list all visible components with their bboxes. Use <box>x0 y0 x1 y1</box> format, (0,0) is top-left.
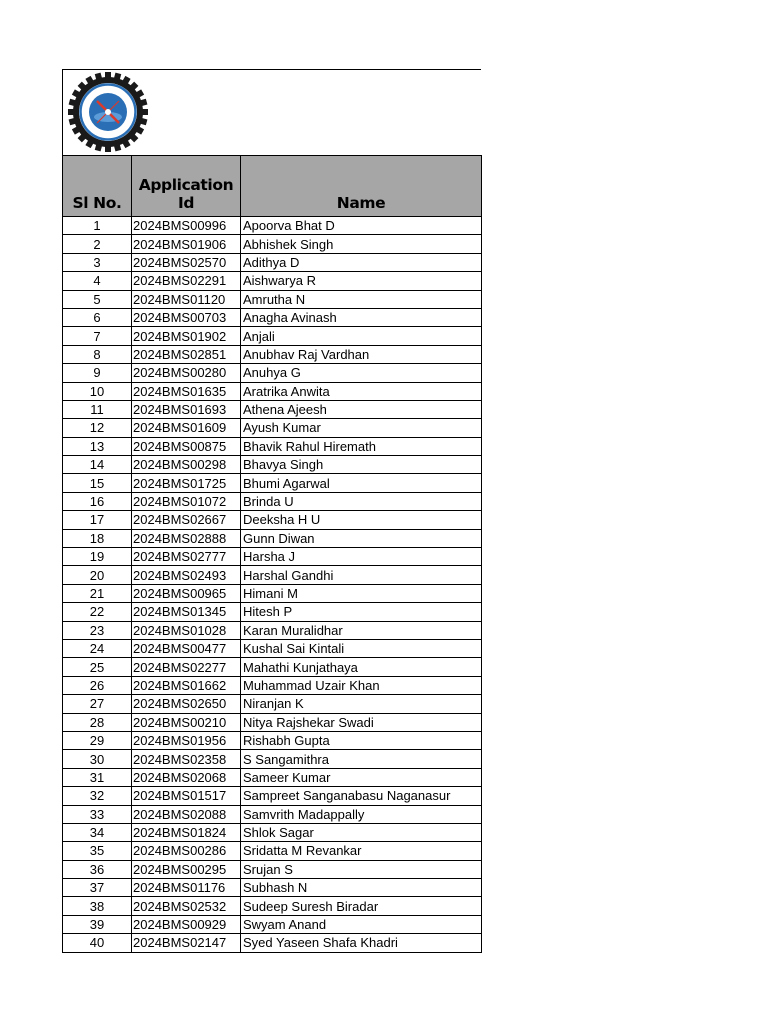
name-cell: Syed Yaseen Shafa Khadri <box>241 934 482 952</box>
sl-no-cell: 5 <box>63 290 132 308</box>
college-logo-icon <box>67 71 149 153</box>
sl-no-cell: 38 <box>63 897 132 915</box>
name-cell: Brinda U <box>241 492 482 510</box>
application-id-cell: 2024BMS01635 <box>132 382 241 400</box>
name-cell: Anagha Avinash <box>241 308 482 326</box>
table-row <box>63 253 482 271</box>
table-row <box>63 695 482 713</box>
sl-no-cell: 3 <box>63 253 132 271</box>
name-cell: Srujan S <box>241 860 482 878</box>
application-id-cell: 2024BMS01028 <box>132 621 241 639</box>
table-row <box>63 639 482 657</box>
table-row <box>63 474 482 492</box>
sl-no-cell: 39 <box>63 915 132 933</box>
sl-no-cell: 28 <box>63 713 132 731</box>
application-id-cell: 2024BMS02777 <box>132 548 241 566</box>
table-row <box>63 750 482 768</box>
name-cell: Nitya Rajshekar Swadi <box>241 713 482 731</box>
sl-no-cell: 19 <box>63 548 132 566</box>
table-row <box>63 566 482 584</box>
table-row <box>63 731 482 749</box>
application-id-cell: 2024BMS02147 <box>132 934 241 952</box>
sl-no-cell: 4 <box>63 272 132 290</box>
name-cell: Hitesh P <box>241 603 482 621</box>
table-row <box>63 437 482 455</box>
name-cell: Muhammad Uzair Khan <box>241 676 482 694</box>
application-id-cell: 2024BMS01662 <box>132 676 241 694</box>
table-row <box>63 529 482 547</box>
name-cell: Bhumi Agarwal <box>241 474 482 492</box>
application-id-cell: 2024BMS00210 <box>132 713 241 731</box>
sl-no-cell: 40 <box>63 934 132 952</box>
name-cell: Adithya D <box>241 253 482 271</box>
application-id-cell: 2024BMS01693 <box>132 400 241 418</box>
sl-no-cell: 17 <box>63 511 132 529</box>
table-row <box>63 456 482 474</box>
application-id-cell: 2024BMS02358 <box>132 750 241 768</box>
sl-no-cell: 22 <box>63 603 132 621</box>
application-id-cell: 2024BMS01906 <box>132 235 241 253</box>
application-id-cell: 2024BMS00875 <box>132 437 241 455</box>
name-cell: Mahathi Kunjathaya <box>241 658 482 676</box>
sl-no-cell: 30 <box>63 750 132 768</box>
student-table <box>62 155 482 953</box>
sl-no-cell: 21 <box>63 584 132 602</box>
table-row <box>63 511 482 529</box>
table-row <box>63 364 482 382</box>
name-cell: Shlok Sagar <box>241 823 482 841</box>
table-row <box>63 345 482 363</box>
sl-no-cell: 8 <box>63 345 132 363</box>
table-row <box>63 658 482 676</box>
table-row <box>63 842 482 860</box>
table-row <box>63 768 482 786</box>
name-cell: Ayush Kumar <box>241 419 482 437</box>
sl-no-cell: 33 <box>63 805 132 823</box>
sl-no-cell: 2 <box>63 235 132 253</box>
table-row <box>63 934 482 952</box>
name-cell: Sudeep Suresh Biradar <box>241 897 482 915</box>
sl-no-cell: 26 <box>63 676 132 694</box>
sl-no-cell: 10 <box>63 382 132 400</box>
header-row <box>63 156 482 217</box>
sl-no-cell: 14 <box>63 456 132 474</box>
application-id-cell: 2024BMS00929 <box>132 915 241 933</box>
name-cell: Bhavya Singh <box>241 456 482 474</box>
sl-no-cell: 24 <box>63 639 132 657</box>
name-cell: Sampreet Sanganabasu Naganasur <box>241 787 482 805</box>
sl-no-cell: 18 <box>63 529 132 547</box>
sl-no-cell: 7 <box>63 327 132 345</box>
name-cell: Harsha J <box>241 548 482 566</box>
application-id-cell: 2024BMS00295 <box>132 860 241 878</box>
sl-no-cell: 34 <box>63 823 132 841</box>
spreadsheet <box>62 69 481 953</box>
name-cell: Aratrika Anwita <box>241 382 482 400</box>
sl-no-cell: 12 <box>63 419 132 437</box>
table-row <box>63 584 482 602</box>
application-id-cell: 2024BMS00477 <box>132 639 241 657</box>
application-id-cell: 2024BMS02088 <box>132 805 241 823</box>
name-cell: Athena Ajeesh <box>241 400 482 418</box>
name-cell: Samvrith Madappally <box>241 805 482 823</box>
application-id-cell: 2024BMS01176 <box>132 879 241 897</box>
sl-no-header: Sl No. <box>63 156 132 217</box>
sl-no-cell: 9 <box>63 364 132 382</box>
name-cell: Anjali <box>241 327 482 345</box>
application-id-cell: 2024BMS02068 <box>132 768 241 786</box>
sl-no-cell: 31 <box>63 768 132 786</box>
table-row <box>63 603 482 621</box>
application-id-cell: 2024BMS02570 <box>132 253 241 271</box>
sl-no-cell: 36 <box>63 860 132 878</box>
sl-no-cell: 37 <box>63 879 132 897</box>
name-cell: Karan Muralidhar <box>241 621 482 639</box>
application-id-cell: 2024BMS00280 <box>132 364 241 382</box>
name-cell: Rishabh Gupta <box>241 731 482 749</box>
application-id-cell: 2024BMS01517 <box>132 787 241 805</box>
application-id-cell: 2024BMS00286 <box>132 842 241 860</box>
sl-no-cell: 27 <box>63 695 132 713</box>
name-cell: Aishwarya R <box>241 272 482 290</box>
application-id-cell: 2024BMS01072 <box>132 492 241 510</box>
name-cell: Swyam Anand <box>241 915 482 933</box>
sl-no-cell: 6 <box>63 308 132 326</box>
application-id-cell: 2024BMS00298 <box>132 456 241 474</box>
sl-no-cell: 16 <box>63 492 132 510</box>
sl-no-cell: 23 <box>63 621 132 639</box>
application-id-cell: 2024BMS00996 <box>132 217 241 235</box>
table-row <box>63 879 482 897</box>
application-id-header: Application Id <box>132 156 241 217</box>
name-cell: Niranjan K <box>241 695 482 713</box>
sl-no-cell: 13 <box>63 437 132 455</box>
table-row <box>63 217 482 235</box>
name-cell: Deeksha H U <box>241 511 482 529</box>
name-cell: Amrutha N <box>241 290 482 308</box>
table-row <box>63 897 482 915</box>
application-id-cell: 2024BMS00703 <box>132 308 241 326</box>
table-row <box>63 492 482 510</box>
logo-row <box>62 69 481 155</box>
name-cell: Sameer Kumar <box>241 768 482 786</box>
name-cell: Apoorva Bhat D <box>241 217 482 235</box>
application-id-cell: 2024BMS01345 <box>132 603 241 621</box>
application-id-cell: 2024BMS01956 <box>132 731 241 749</box>
sl-no-cell: 11 <box>63 400 132 418</box>
table-row <box>63 787 482 805</box>
application-id-cell: 2024BMS01725 <box>132 474 241 492</box>
application-id-cell: 2024BMS01120 <box>132 290 241 308</box>
application-id-cell: 2024BMS02851 <box>132 345 241 363</box>
name-cell: S Sangamithra <box>241 750 482 768</box>
application-id-cell: 2024BMS01824 <box>132 823 241 841</box>
table-row <box>63 235 482 253</box>
application-id-cell: 2024BMS02277 <box>132 658 241 676</box>
application-id-cell: 2024BMS02650 <box>132 695 241 713</box>
application-id-cell: 2024BMS02888 <box>132 529 241 547</box>
table-row <box>63 290 482 308</box>
application-id-cell: 2024BMS02493 <box>132 566 241 584</box>
table-row <box>63 419 482 437</box>
table-row <box>63 621 482 639</box>
application-id-cell: 2024BMS01609 <box>132 419 241 437</box>
name-cell: Kushal Sai Kintali <box>241 639 482 657</box>
table-row <box>63 327 482 345</box>
table-row <box>63 308 482 326</box>
table-row <box>63 548 482 566</box>
table-row <box>63 400 482 418</box>
application-id-cell: 2024BMS02667 <box>132 511 241 529</box>
table-row <box>63 713 482 731</box>
table-row <box>63 382 482 400</box>
table-row <box>63 676 482 694</box>
name-cell: Harshal Gandhi <box>241 566 482 584</box>
name-cell: Himani M <box>241 584 482 602</box>
sl-no-cell: 29 <box>63 731 132 749</box>
sl-no-cell: 1 <box>63 217 132 235</box>
application-id-cell: 2024BMS00965 <box>132 584 241 602</box>
table-row <box>63 860 482 878</box>
name-cell: Bhavik Rahul Hiremath <box>241 437 482 455</box>
sl-no-cell: 15 <box>63 474 132 492</box>
table-row <box>63 272 482 290</box>
sl-no-cell: 32 <box>63 787 132 805</box>
name-header: Name <box>241 156 482 217</box>
name-cell: Subhash N <box>241 879 482 897</box>
sl-no-cell: 20 <box>63 566 132 584</box>
table-row <box>63 823 482 841</box>
name-cell: Sridatta M Revankar <box>241 842 482 860</box>
name-cell: Anubhav Raj Vardhan <box>241 345 482 363</box>
application-id-cell: 2024BMS01902 <box>132 327 241 345</box>
name-cell: Gunn Diwan <box>241 529 482 547</box>
name-cell: Abhishek Singh <box>241 235 482 253</box>
sl-no-cell: 25 <box>63 658 132 676</box>
sl-no-cell: 35 <box>63 842 132 860</box>
application-id-cell: 2024BMS02291 <box>132 272 241 290</box>
table-row <box>63 915 482 933</box>
application-id-cell: 2024BMS02532 <box>132 897 241 915</box>
name-cell: Anuhya G <box>241 364 482 382</box>
table-row <box>63 805 482 823</box>
